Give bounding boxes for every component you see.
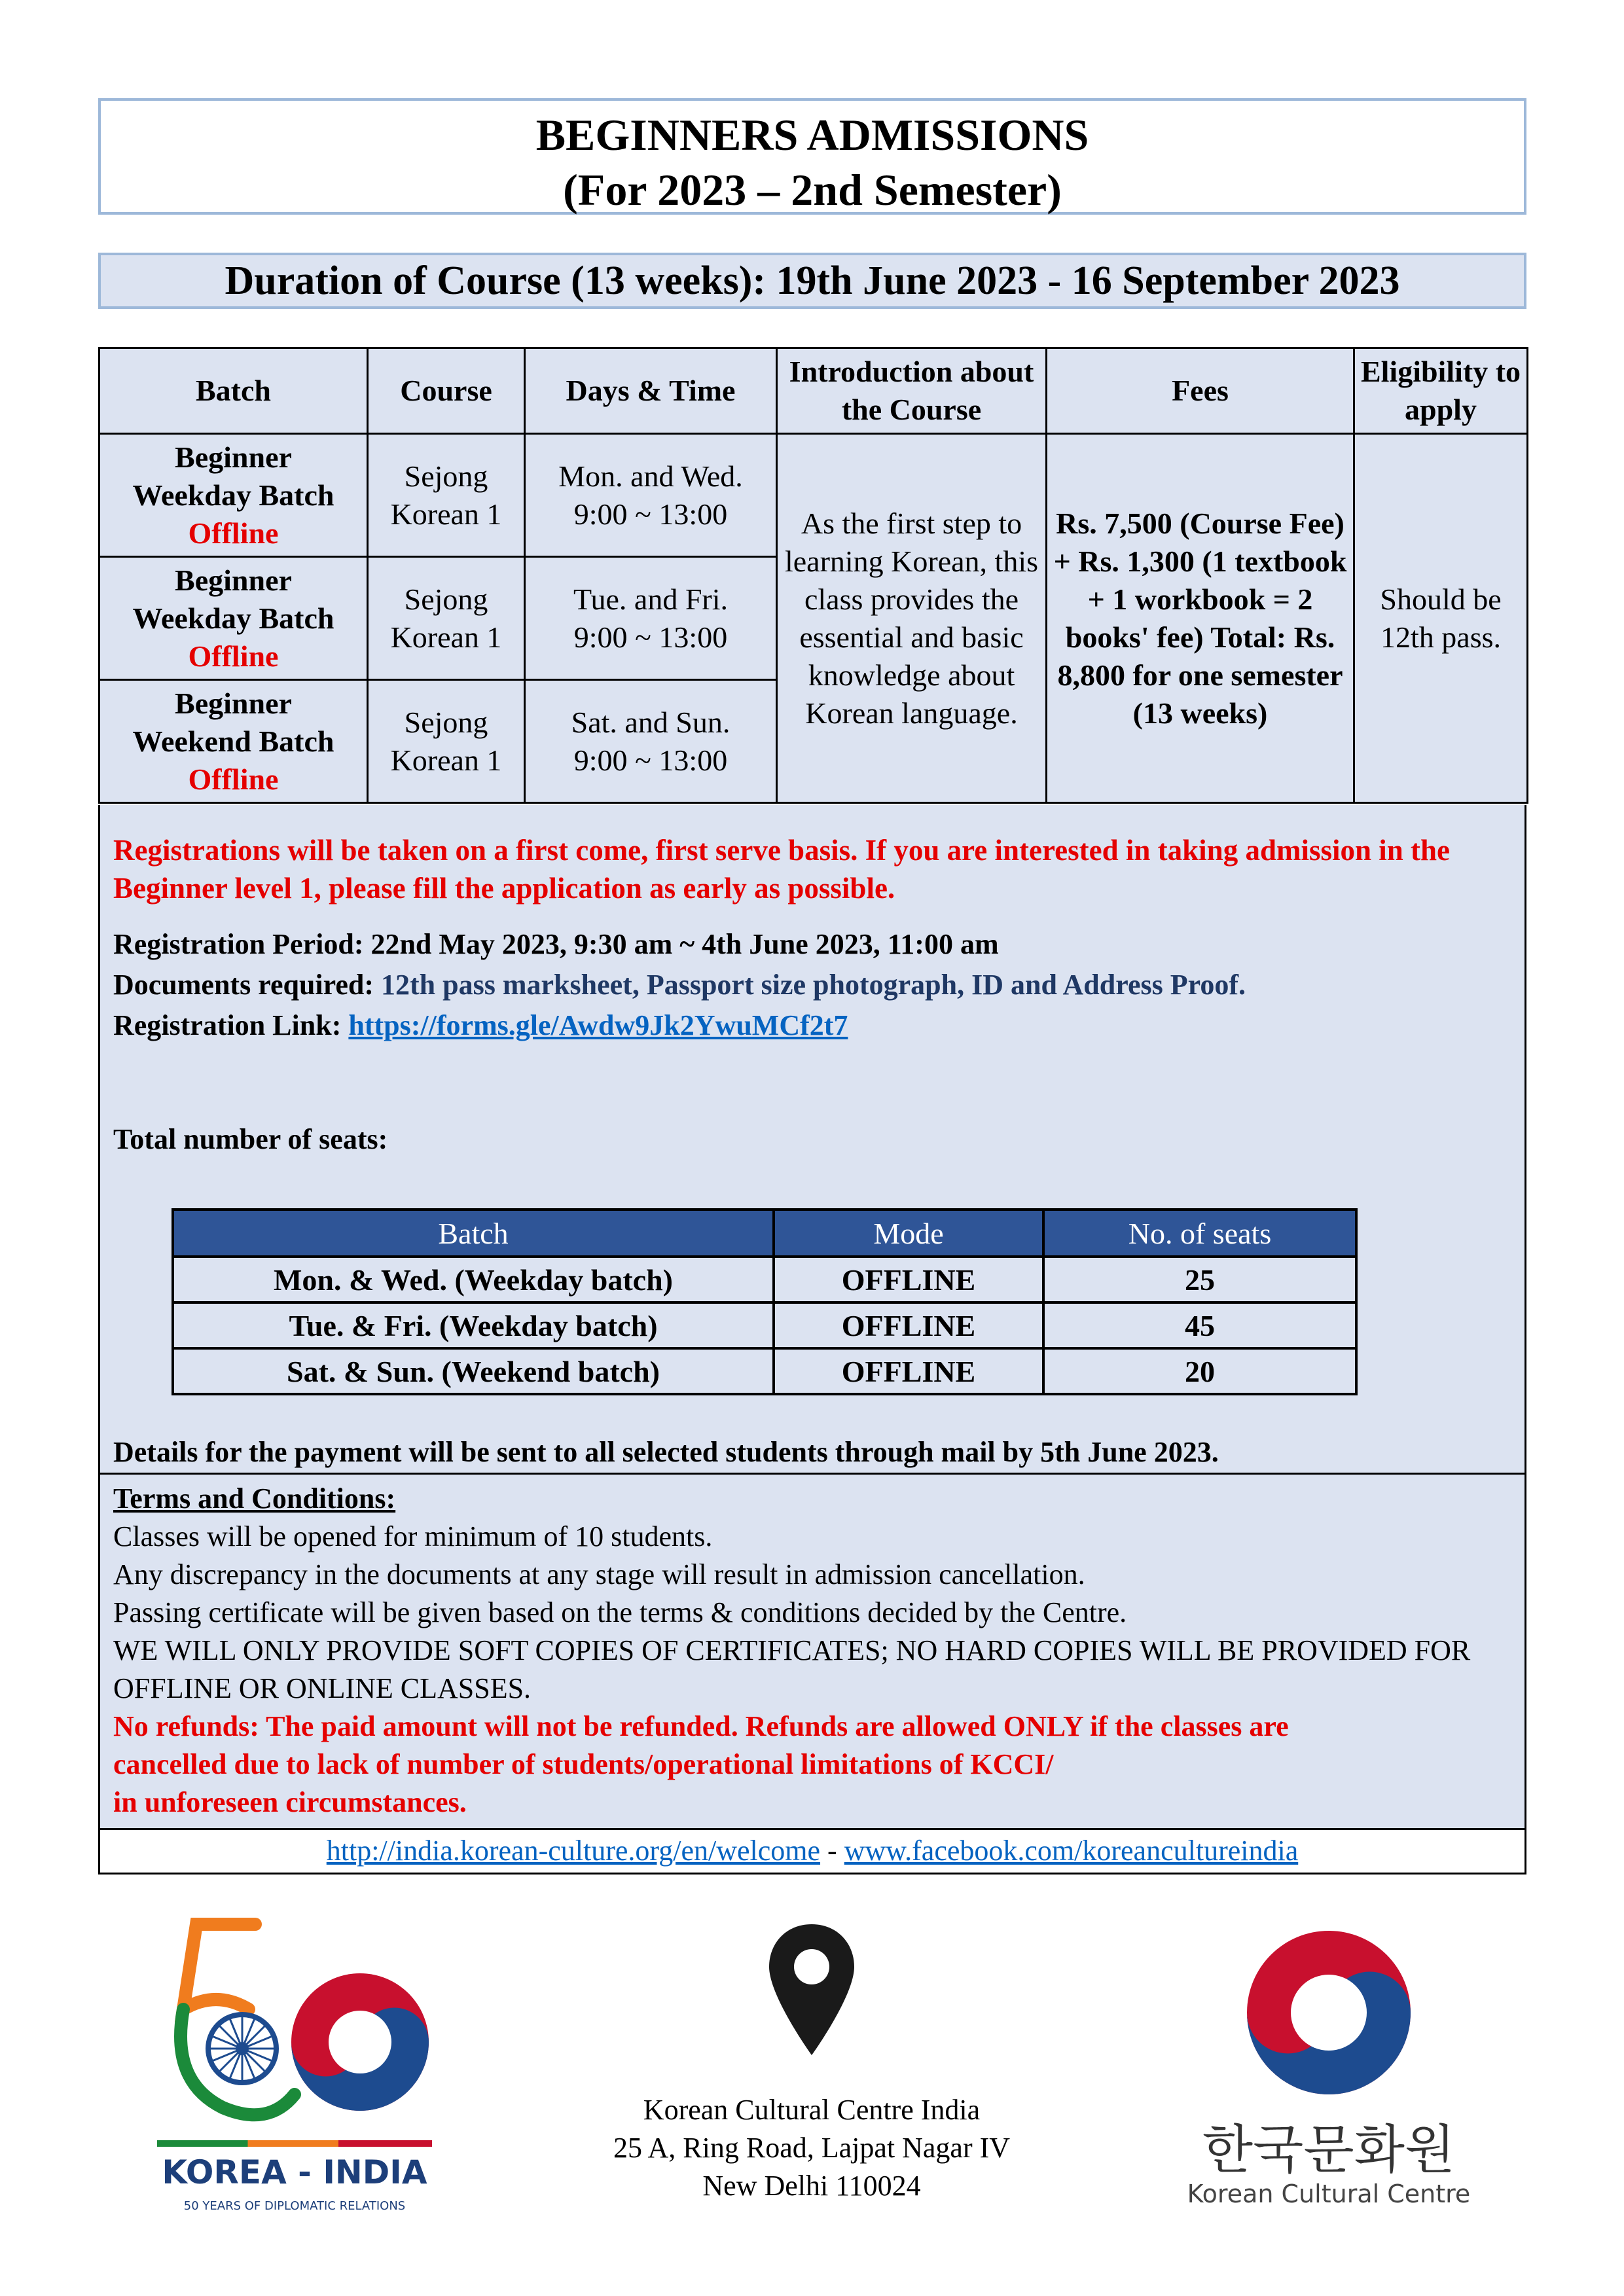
seats-header-batch: Batch xyxy=(173,1210,774,1257)
payment-note: Details for the payment will be sent to all selected students through mail by 5th June 2023. xyxy=(113,1436,1219,1468)
address-line: Korean Cultural Centre India xyxy=(643,2094,981,2126)
batch-type: Weekday Batch xyxy=(132,478,334,512)
registration-link-label: Registration Link: xyxy=(113,1009,342,1041)
taegeuk-icon xyxy=(1178,1924,1479,2108)
time: 9:00 ~ 13:00 xyxy=(573,620,728,654)
seats-header-mode: Mode xyxy=(774,1210,1043,1257)
terms-line: WE WILL ONLY PROVIDE SOFT COPIES OF CERTIFICATES; NO HARD COPIES WILL BE PROVIDED FOR OFFLINE OR ONLINE CLASSES. xyxy=(113,1634,1471,1704)
address-line: New Delhi 110024 xyxy=(702,2170,921,2202)
map-pin-icon xyxy=(766,1921,857,2058)
days-time-cell xyxy=(525,680,777,803)
header-days-time: Days & Time xyxy=(525,348,777,434)
page-title: BEGINNERS ADMISSIONS xyxy=(535,110,1089,160)
batch-name: Beginner xyxy=(175,686,292,720)
terms-line: Any discrepancy in the documents at any stage will result in admission cancellation. xyxy=(113,1558,1085,1590)
documents-label: Documents required: xyxy=(113,969,374,1001)
table-row xyxy=(173,1257,1356,1302)
seats-mode: OFFLINE xyxy=(774,1348,1043,1394)
seats-batch: Mon. & Wed. (Weekday batch) xyxy=(173,1257,774,1302)
seats-batch: Tue. & Fri. (Weekday batch) xyxy=(173,1302,774,1348)
seats-count: 25 xyxy=(1043,1257,1356,1302)
registration-period: Registration Period: 22nd May 2023, 9:30 am ~ 4th June 2023, 11:00 am xyxy=(113,928,999,960)
course-name: Sejong xyxy=(404,459,488,493)
refund-line: in unforeseen circumstances. xyxy=(113,1786,467,1818)
registration-notice: Registrations will be taken on a first come, first serve basis. If you are interested in taking admission in the Beginner level 1, please fill the application as early as possible. xyxy=(113,834,1451,905)
terms-heading: Terms and Conditions: xyxy=(113,1482,396,1515)
time: 9:00 ~ 13:00 xyxy=(573,743,728,777)
days: Mon. and Wed. xyxy=(558,459,743,493)
terms-line: Passing certificate will be given based on the terms & conditions decided by the Centre. xyxy=(113,1596,1127,1628)
website-link[interactable]: http://india.korean-culture.org/en/welcome xyxy=(326,1835,821,1867)
batch-name: Beginner xyxy=(175,563,292,597)
seats-batch: Sat. & Sun. (Weekend batch) xyxy=(173,1348,774,1394)
batch-cell xyxy=(99,557,368,680)
terms-section xyxy=(98,1473,1526,1830)
course-level: Korean 1 xyxy=(390,743,502,777)
time: 9:00 ~ 13:00 xyxy=(573,497,728,531)
batch-type: Weekday Batch xyxy=(132,601,334,635)
eligibility-cell: Should be 12th pass. xyxy=(1354,434,1528,803)
course-level: Korean 1 xyxy=(390,620,502,654)
header-batch: Batch xyxy=(99,348,368,434)
address-line: 25 A, Ring Road, Lajpat Nagar IV xyxy=(613,2132,1011,2164)
seats-table-header xyxy=(173,1210,1356,1257)
link-separator: - xyxy=(827,1835,837,1867)
page-subtitle: (For 2023 – 2nd Semester) xyxy=(563,165,1062,215)
facebook-link[interactable]: www.facebook.com/koreancultureindia xyxy=(844,1835,1299,1867)
korean-name-text: 한국문화원 xyxy=(1202,2119,1456,2180)
seats-table xyxy=(171,1208,1358,1395)
diplomatic-relations-text: 50 YEARS OF DIPLOMATIC RELATIONS xyxy=(183,2199,406,2213)
title-box xyxy=(98,98,1526,215)
days-time-cell xyxy=(525,434,777,557)
days: Tue. and Fri. xyxy=(573,582,728,616)
batch-mode: Offline xyxy=(188,639,279,673)
seats-count: 45 xyxy=(1043,1302,1356,1348)
registration-link-line xyxy=(113,1005,1511,1046)
days: Sat. and Sun. xyxy=(571,705,731,739)
header-introduction: Introduction about the Course xyxy=(777,348,1047,434)
kcc-english-text: Korean Cultural Centre xyxy=(1187,2179,1471,2208)
address-block xyxy=(556,2091,1067,2205)
documents-required xyxy=(113,965,1511,1005)
table-row xyxy=(173,1348,1356,1394)
course-level: Korean 1 xyxy=(390,497,502,531)
refund-line: cancelled due to lack of number of students/operational limitations of KCCI/ xyxy=(113,1748,1054,1780)
korea-india-50-emblem-icon xyxy=(157,1911,432,2134)
batch-type: Weekend Batch xyxy=(132,724,334,758)
kcc-logo xyxy=(1178,1924,1479,2225)
batch-cell xyxy=(99,434,368,557)
course-name: Sejong xyxy=(404,705,488,739)
days-time-cell xyxy=(525,557,777,680)
duration-banner: Duration of Course (13 weeks): 19th June 2023 - 16 September 2023 xyxy=(98,253,1526,309)
course-cell xyxy=(368,680,525,803)
footer-links xyxy=(98,1830,1526,1874)
seats-count: 20 xyxy=(1043,1348,1356,1394)
registration-link[interactable]: https://forms.gle/Awdw9Jk2YwuMCf2t7 xyxy=(348,1009,848,1041)
batch-cell xyxy=(99,680,368,803)
terms-line: Classes will be opened for minimum of 10 students. xyxy=(113,1520,713,1552)
batch-name: Beginner xyxy=(175,440,292,474)
course-name: Sejong xyxy=(404,582,488,616)
batch-mode: Offline xyxy=(188,762,279,796)
korea-india-text: KOREA - INDIA xyxy=(162,2153,427,2191)
seats-label: Total number of seats: xyxy=(113,1123,388,1155)
batch-mode: Offline xyxy=(188,516,279,550)
seats-mode: OFFLINE xyxy=(774,1302,1043,1348)
seats-mode: OFFLINE xyxy=(774,1257,1043,1302)
introduction-cell: As the first step to learning Korean, this class provides the essential and basic knowledge about Korean language. xyxy=(777,434,1047,803)
course-table-header xyxy=(99,348,1528,434)
header-fees: Fees xyxy=(1047,348,1354,434)
documents-value: 12th pass marksheet, Passport size photograph, ID and Address Proof. xyxy=(381,969,1246,1001)
seats-header-seats: No. of seats xyxy=(1043,1210,1356,1257)
location-pin-icon xyxy=(766,1921,857,2058)
table-row xyxy=(99,434,1528,557)
course-table xyxy=(98,347,1528,804)
refund-line: No refunds: The paid amount will not be refunded. Refunds are allowed ONLY if the classes are xyxy=(113,1710,1289,1742)
header-eligibility: Eligibility to apply xyxy=(1354,348,1528,434)
course-cell xyxy=(368,557,525,680)
fees-cell: Rs. 7,500 (Course Fee) + Rs. 1,300 (1 textbook + 1 workbook = 2 books' fee) Total: Rs. 8,800 for one semester (13 weeks) xyxy=(1047,434,1354,803)
flag-stripe xyxy=(157,2140,432,2147)
course-cell xyxy=(368,434,525,557)
table-row xyxy=(173,1302,1356,1348)
header-course: Course xyxy=(368,348,525,434)
korea-india-50-logo xyxy=(157,1911,432,2219)
